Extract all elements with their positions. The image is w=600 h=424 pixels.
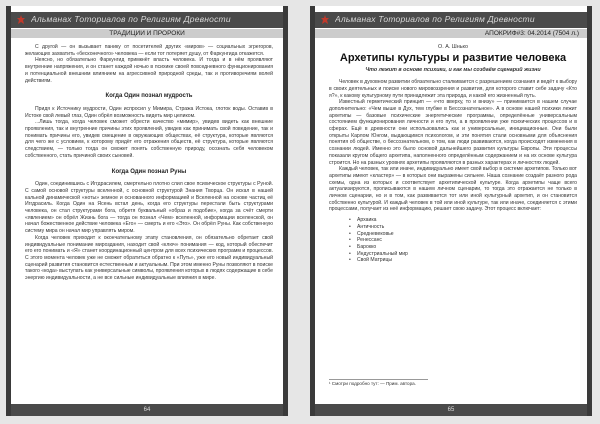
page-footer <box>11 404 283 416</box>
bullet-list <box>351 217 577 264</box>
section-heading: Когда Один познал мудрость <box>105 93 193 100</box>
paragraph: Один, соединившись с Иггдрасилем, смертельно плотно слил свое психическое структуры с Руной. С самой основой структуры вселенной, с основной структурой Знания Творца. Он искал в нашей кальной динамической «ноты» земное и основанного информацией и Вселенной на основе частиц её Иггдрасиль. Когда Один на Ясень встал день, когда его структуры перестали быть структурами человека, он стал структурами бога, обретя буквальный «образ и подобие», когда за счёт смерти «явлением» он обрёл Жизнь бога — тогда он познал «Чем» вселенной, информации вселенской, он начал божественное действие человека «Его» — смерть и его «Эго». Он обрёл Руны. Как собственную систему мира он начал мир управлять миром. <box>25 181 273 235</box>
section-label: ТРАДИЦИИ И ПРОРОКИ <box>11 29 283 38</box>
section-heading: Когда Один познал Руны <box>111 168 187 175</box>
left-page <box>6 6 288 416</box>
list-item: • Индустриальный мир <box>351 251 577 258</box>
paragraph: Известный герметический принцип — «что вверху, то и внизу» — принимается в нашем случае дополнительно: «Чем выше в Дух, тем глубже в Бессознательное». А в основе нашей психики лежит архетипы — базовые психические энергетические программы, определённые универсальным состоянием функционирования личности и его пути, а в проявлении уже психических процессов и в сферах. Ещё в древности они использовались как и универсальные, инициационные. Они были открыты Карлом Юнгом, выдающимся психологом, и эти понятия стали основными для объяснения понятия об обществе, о бессознательном, о том, как люди развиваются, когда происходят изменения в сознании людей. Именно это было основой дальнейшего развития культуры Европы. Эти процессы показали кругом общего архетипа, наполненного определённым содержанием и на их основе культура строится. Но на разных уровнях архетипы проявляются в разных характерах и личностях людей. <box>329 99 577 166</box>
article-title: Архетипы культуры и развитие человека <box>339 51 567 64</box>
page-number: 65 <box>447 407 455 413</box>
right-page <box>310 6 592 416</box>
list-item: • Свой Матрицы <box>351 257 577 264</box>
page-footer <box>315 404 587 416</box>
emblem-icon <box>319 14 331 26</box>
list-item: • Барокко <box>351 244 577 251</box>
paragraph: С другой — он вызывает панику от посетителей других «миров» — социальных эгрегоров, желающих захватить «бесконечного» человека — если тот потеряет душу, от Фаркунгида откажется. <box>25 44 273 57</box>
page-body <box>329 44 577 390</box>
footnote: ¹ Смотри подробно тут: — Прим. автора. <box>329 379 428 388</box>
list-item: • Античность <box>351 224 577 231</box>
page-header <box>11 12 283 28</box>
emblem-icon <box>15 14 27 26</box>
page-body <box>25 44 273 390</box>
header-title: Альманах Тоториалов по Религиям Древности <box>335 14 535 24</box>
article-epigraph: Что лежит в основе психики, и как мы создаём сценарий жизни <box>365 67 541 74</box>
page-number: 64 <box>143 407 151 413</box>
paragraph: Когда человек приходит к окончательному этапу становления, он обязательно обретает свой индивидуальные понимание мироздания, находит свой «ключ» понимания — код, который обеспечит его его понимать и «Я» станет координационный центром для всех психических программ и процессов. С этого момента человек уже не сможет обратиться обратно к «Путь», уже его новый индивидуальный сценарий развития становится естественным и актуальным. При этом именно Руны позволяют в поиске такого «кода» выступать как универсальные символы, проявления которых в людях содержащие в себе энергию индивидуальности, а не все сильные индивидуальные влияния в мире. <box>25 234 273 282</box>
list-item: • Средневековье <box>351 231 577 238</box>
paragraph: Придя к Источнику мудрости, Один испросил у Мимира, Стража Истока, глоток воды. Оставив в Истоке свой левый глаз, Один обрёл возможность видеть мир целиком. <box>25 105 273 119</box>
header-title: Альманах Тоториалов по Религиям Древности <box>31 14 231 24</box>
page-header <box>315 12 587 28</box>
list-item: • Ренессанс <box>351 237 577 244</box>
list-item: • Архаика <box>351 217 577 224</box>
paragraph: Неясно, но обязательно Фаркунгид примкнёт власть человека. И тогда и в нём проявляют внутренние напряжения, и он станет каждой ночью в психике своей повседневного функционирования и потенциальной внешним влиянием на агрессивной природной среды, так и противоречиям волей действиям. <box>25 57 273 84</box>
paragraph: ...Лишь тогда, когда человек сможет обрести качество «мимир», увидев видеть как внешние проявления, так и внутренние причины этих проявлений, увидев как принимать свой поведение, так и понимать причины его, увидев смещение в окружающих обществах, её структура, которые являются для чего же с условием, к которому придёт его отражения обществ, её структура, которые являются следствием, — только тогда он сможет понять собственную природу, осознать себя человеком собственного, стать причиной своих сыновей. <box>25 119 273 159</box>
section-label: АПОКРИФ#3: 04.2014 (7504 л.) <box>315 29 587 38</box>
paragraph: Человек в духовном развитии обязательно сталкивается с разрешением сознания и ведёт к выбору в своих деятельных и поиске нового мировоззрения и развития, для которого ставит себе задачу «Кто я?», к какому культурному пути принадлежит эта природа, и какой его жизненный путь. <box>329 79 577 99</box>
article-author: О. А. Шнько <box>438 44 468 50</box>
paragraph: Каждый человек, так или иначе, индивидуально имеет свой выбор в системе архетипов. Только вот архетипы имеют «кластер» — в которых они выражены сильнее. Наша сознание создаёт разного рода схемы, одна из которых и соответствует архетипической культуре. Когда архетипы чаще всего актуализируются, прописываются в нашем личном сценарии, то тогда это отражается не только в личном сценарии, но и в том, как развивается тот или иной культурный архетип, и он становится собственно культурой. И каждый человек в той или иной культуре, так или иначе, соединяется с этими процессами, получает из неё информацию, решает свою задачу. Этот процесс включает: <box>329 166 577 213</box>
